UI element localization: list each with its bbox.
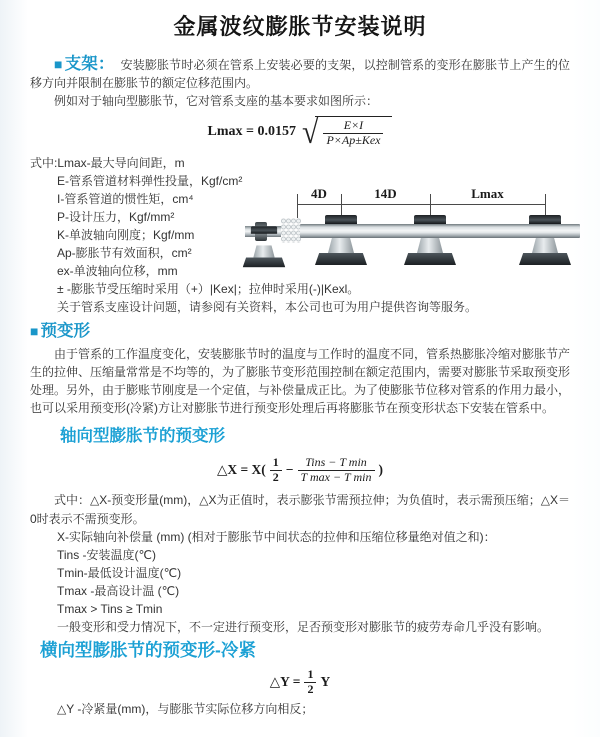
pipe-support <box>402 215 458 267</box>
pipe-support <box>241 226 287 269</box>
sqrt-icon: √ <box>302 113 319 151</box>
lmax-formula <box>30 114 570 150</box>
lateral-formula-lhs: △Y = <box>269 674 301 689</box>
definition-line: 式中:Lmax-最大导向间距，m <box>30 156 185 170</box>
frac-denominator: 2 <box>307 681 314 696</box>
axial-formula-minus: − <box>285 462 294 477</box>
lmax-formula-numerator: E×I <box>323 119 383 134</box>
support-base <box>404 253 456 265</box>
lateral-formula-frac-half <box>304 668 316 697</box>
lmax-formula-lhs: Lmax = 0.0157 <box>207 124 296 139</box>
page-title: 金属波纹膨胀节安装说明 <box>173 14 427 39</box>
frac-denominator: 2 <box>272 469 279 484</box>
dim-label-lmax: Lmax <box>471 186 504 201</box>
support-base <box>519 253 571 265</box>
support-pedestal <box>328 238 354 253</box>
lmax-formula-radicand <box>315 116 392 148</box>
dim-label-4d: 4D <box>311 186 327 201</box>
variable-line: X-实际轴向补偿量 (mm) (相对于膨胀节中间状态的拉伸和压缩位移量绝对值之和)： <box>57 530 496 544</box>
support-base <box>315 253 367 265</box>
support-clamp <box>251 226 277 233</box>
pipe-support <box>313 215 369 267</box>
frac-numerator: 1 <box>270 456 282 471</box>
axial-note-text: 式中：△X-预变形量(mm)，△X为正值时，表示膨张节需预拉伸；为负值时，表示需预压缩；△X＝0时表示不需预变形。 <box>30 493 570 526</box>
axial-formula <box>30 453 570 487</box>
support-pedestal <box>417 238 443 253</box>
axial-subsection-heading: 轴向型膨胀节的预变形 <box>60 427 225 445</box>
definition-line: ± -膨胀节受压缩时采用（+）|Kex|；拉伸时采用(-)|Kexl。 <box>57 282 360 296</box>
frac-numerator: Tins − T min <box>298 456 375 471</box>
definition-line: ex-单波轴向位移，mm <box>57 264 178 278</box>
support-pedestal <box>253 245 274 257</box>
support-pedestal <box>532 238 558 253</box>
variable-line: Tmin-最低设计温度(℃) <box>57 566 182 580</box>
support-example-text: 例如对于轴向型膨胀节，它对管系支座的基本要求如图所示： <box>54 94 379 108</box>
predeform-body-text: 由于管系的工作温度变化，安装膨胀节时的温度与工作时的温度不同，管系热膨胀冷缩对膨胀节产生的拉伸、压缩量常常是不均等的，为了膨胀节变形范围控制在额定范围内，需要对膨胀节采取预变形处理。另外，由于膨账节刚度是一个定值，与补偿量成正比。为了使膨胀节位移对管系的作用力最小，也可以采用预变形(冷紧)方让对膨胀节进行预变形处理后再将膨胀节在预变形状态下安装在管系中。 <box>30 347 571 415</box>
lateral-formula-rhs: Y <box>320 674 331 689</box>
definition-line: P-设计压力，Kgf/mm² <box>57 210 175 224</box>
definition-line: Ap-膨胀节有效面积，cm² <box>57 246 192 260</box>
axial-variable-list <box>30 528 570 618</box>
axial-formula-close-paren: ) <box>378 462 384 477</box>
axial-formula-lhs: △X = X( <box>216 462 266 477</box>
lmax-formula-denominator: P×Ap±Kex <box>326 133 381 147</box>
support-section-heading: 支架： <box>64 55 115 73</box>
axial-formula-frac-half <box>270 456 282 485</box>
lateral-formula <box>30 667 570 697</box>
pipe-support-diagram <box>245 186 597 288</box>
predeform-section-heading: 预变形 <box>40 322 90 340</box>
predeform-section-row <box>30 320 570 343</box>
definition-line: I-管系管道的惯性矩，cm⁴ <box>57 192 194 206</box>
support-clamp <box>414 215 446 224</box>
support-intro-text: 安装膨胀节时必须在管系上安装必要的支架，以控制管系的变形在膨胀节上产生的位移方向并限制在膨胀节的额定位移范围内。 <box>30 58 570 90</box>
axial-footer-text: 一般变形和受力情况下，不一定进行预变形，足否预变形对膨胀节的疲劳寿命几乎没有影响。 <box>57 620 550 634</box>
definition-line: K-单波轴向刚度；Kgf/mm <box>57 228 195 242</box>
dimension-line <box>297 204 545 205</box>
section-square-icon: ■ <box>54 56 63 72</box>
support-base <box>243 258 286 268</box>
variable-line: Tmax > Tins ≥ Tmin <box>57 602 163 616</box>
frac-numerator: 1 <box>304 668 316 683</box>
variable-line: Tmax -最高设计温 (℃) <box>57 584 180 598</box>
definition-line: E-管系管道材料弹性投量，Kgf/cm² <box>57 174 243 188</box>
support-intro-paragraph <box>30 55 570 92</box>
section-square-icon: ■ <box>30 323 39 339</box>
dim-label-14d: 14D <box>374 186 397 201</box>
support-clamp <box>325 215 357 224</box>
lateral-note-text: △Y -冷紧量(mm)，与膨胀节实际位移方向相反； <box>57 702 314 716</box>
document-content <box>30 12 570 718</box>
frac-denominator: T max − T min <box>300 469 372 484</box>
axial-formula-frac-temp <box>298 456 375 485</box>
support-clamp <box>529 215 561 224</box>
lateral-subsection-heading: 横向型膨胀节的预变形-冷紧 <box>40 640 256 660</box>
pipe-support <box>517 215 573 267</box>
variable-line: Tins -安装温度(℃) <box>57 548 157 562</box>
definition-line: 关于管系支座设计问题，请参阅有关资料，本公司也可为用户提供咨询等服务。 <box>57 300 478 314</box>
